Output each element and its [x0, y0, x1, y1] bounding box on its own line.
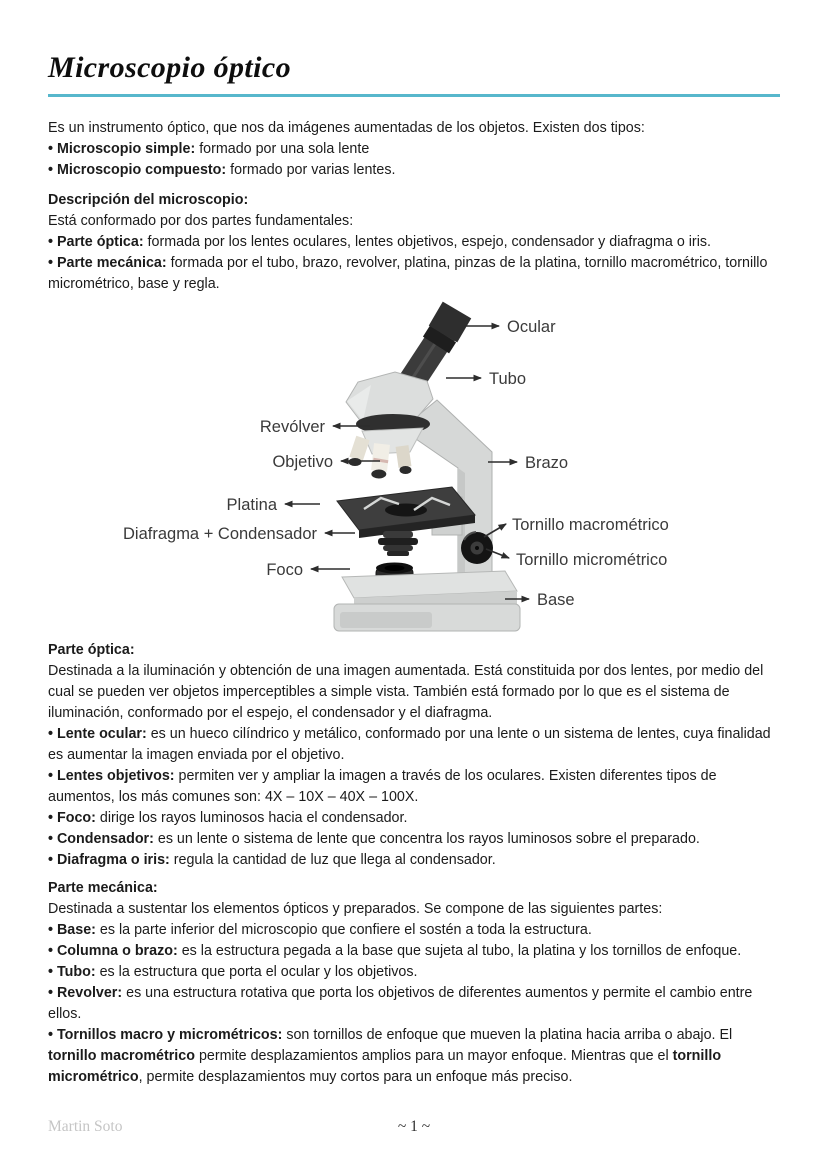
microscope-diagram: [0, 300, 828, 640]
bullet-term: • Condensador:: [48, 830, 154, 847]
bullet-text: es una estructura rotativa que porta los objetivos de diferentes aumentos y permite el cambio entre ellos.: [48, 984, 753, 1022]
bullet-text: regula la cantidad de luz que llega al condensador.: [169, 851, 496, 868]
page-footer: [48, 1118, 780, 1140]
bullet-term: • Base:: [48, 921, 96, 938]
bullet-term: • Lentes objetivos:: [48, 767, 175, 784]
descripcion-bullet-optica: [48, 232, 784, 253]
descripcion-bullet-mecanica: [48, 253, 784, 295]
bullet-condensador: [48, 829, 784, 850]
bullet-text: dirige los rayos luminosos hacia el condensador.: [95, 809, 408, 826]
revolver-plate: [362, 428, 423, 454]
parte-mecanica-heading: Parte mecánica:: [48, 879, 158, 896]
objective-middle-tip: [371, 469, 386, 478]
diagram-label-objetivo: Objetivo: [272, 452, 333, 471]
bullet-diafragma-iris: [48, 850, 784, 871]
focus-knob-center: [475, 546, 479, 550]
inline-bold-micrometrico: tornillo micrométrico: [48, 1047, 722, 1085]
bullet-text: es la estructura que porta el ocular y los objetivos.: [95, 963, 418, 980]
bullet-text: es la estructura pegada a la base que sujeta al tubo, la platina y los tornillos de enfoque.: [177, 942, 742, 959]
bullet-base: [48, 920, 784, 941]
bullet-term: • Lente ocular:: [48, 725, 147, 742]
bullet-text: , permite desplazamientos muy cortos para un enfoque más preciso.: [138, 1068, 573, 1085]
bullet-columna-brazo: [48, 941, 784, 962]
inline-bold-macrometrico: tornillo macrométrico: [48, 1047, 195, 1064]
bullet-term: • Tornillos macro y micrométricos:: [48, 1026, 283, 1043]
title-underline: [48, 94, 780, 97]
diagram-label-diafragma: Diafragma + Condensador: [123, 524, 317, 543]
diagram-label-revolver: Revólver: [259, 417, 325, 436]
objective-right-tip: [400, 466, 412, 474]
objective-middle: [379, 444, 382, 471]
bullet-term: • Revolver:: [48, 984, 123, 1001]
bullet-text: es la parte inferior del microscopio que confiere el sostén a toda la estructura.: [95, 921, 592, 938]
bullet-text: formada por los lentes oculares, lentes objetivos, espejo, condensador y diafragma o iris.: [143, 233, 711, 250]
footer-author: Martin Soto: [48, 1118, 123, 1135]
diagram-label-ocular: Ocular: [507, 317, 556, 336]
intro-bullet-simple: [48, 139, 784, 160]
bullet-term: • Microscopio compuesto:: [48, 161, 227, 178]
bullet-term: • Foco:: [48, 809, 96, 826]
condenser-disc-4: [387, 551, 409, 556]
bullet-text: formado por una sola lente: [195, 140, 370, 157]
intro-lead: Es un instrumento óptico, que nos da imágenes aumentadas de los objetos. Existen dos tipos:: [48, 119, 645, 136]
bullet-text: son tornillos de enfoque que mueven la platina hacia arriba o abajo. El: [282, 1026, 733, 1043]
diagram-label-tubo: Tubo: [489, 369, 526, 388]
bullet-text: permiten ver y ampliar la imagen a través de los oculares. Existen diferentes tipos de aumentos, los más comunes son: 4X – 10X – 40X – 100X.: [48, 767, 717, 805]
microscope-illustration: [334, 310, 520, 631]
parte-mecanica-lead: Destinada a sustentar los elementos ópticos y preparados. Se compone de las siguientes partes:: [48, 900, 663, 917]
bullet-term: • Diafragma o iris:: [48, 851, 170, 868]
objective-right: [402, 446, 405, 467]
intro-bullet-compuesto: [48, 160, 784, 181]
diagram-label-tornillo-micrometrico: Tornillo micrométrico: [516, 550, 668, 569]
bullet-text: es un lente o sistema de lente que concentra los rayos luminosos sobre el preparado.: [153, 830, 700, 847]
diagram-label-platina: Platina: [226, 495, 277, 514]
diagram-label-base: Base: [537, 590, 575, 609]
diagram-label-foco: Foco: [266, 560, 303, 579]
page-title: Microscopio óptico: [48, 51, 292, 84]
bullet-text: permite desplazamientos amplios para un mayor enfoque. Mientras que el: [194, 1047, 673, 1064]
footer-page-number: ~ 1 ~: [397, 1118, 431, 1135]
descripcion-lead: Está conformado por dos partes fundamentales:: [48, 212, 354, 229]
foco-lamp-lens: [385, 565, 405, 571]
bullet-term: • Parte óptica:: [48, 233, 144, 250]
parte-optica-heading: Parte óptica:: [48, 641, 135, 658]
diagram-label-tornillo-macrometrico: Tornillo macrométrico: [512, 515, 669, 534]
parte-optica-lead: Destinada a la iluminación y obtención de una imagen aumentada. Está constituida por dos lentes, por medio del cual se pueden ver objetos imperceptibles a simple vista. También está formado por lo que es el sistema de iluminación, conformado por el espejo, el condensador y el diafragma.: [48, 662, 764, 721]
microscope-eyepiece: [443, 310, 457, 334]
objective-left: [356, 438, 363, 459]
bullet-term: • Columna o brazo:: [48, 942, 178, 959]
condenser-disc-2: [378, 538, 418, 545]
descripcion-heading: Descripción del microscopio:: [48, 191, 249, 208]
base-notch: [340, 612, 432, 628]
bullet-tubo: [48, 962, 784, 983]
microscope-figure: [0, 300, 828, 640]
bullet-text: formado por varias lentes.: [226, 161, 396, 178]
objective-left-tip: [349, 458, 362, 466]
bullet-term: • Microscopio simple:: [48, 140, 196, 157]
bullet-term: • Tubo:: [48, 963, 96, 980]
bullet-text: es un hueco cilíndrico y metálico, conformado por una lente o un sistema de lentes, cuya finalidad es aumentar la imagen enviada por el objetivo.: [48, 725, 771, 763]
bullet-revolver: [48, 983, 784, 1025]
objective-middle-band: [381, 459, 382, 462]
bullet-tornillos: [48, 1025, 784, 1088]
diagram-label-brazo: Brazo: [525, 453, 569, 472]
bullet-lentes-objetivos: [48, 766, 784, 808]
bullet-lente-ocular: [48, 724, 784, 766]
bullet-foco: [48, 808, 784, 829]
tube-collar: [436, 334, 443, 345]
bullet-term: • Parte mecánica:: [48, 254, 167, 271]
bullet-text: formada por el tubo, brazo, revolver, platina, pinzas de la platina, tornillo macrométrico, tornillo micrométrico, base y regla.: [48, 254, 768, 292]
condenser-disc-3: [383, 545, 413, 551]
condenser-disc-1: [383, 531, 413, 538]
